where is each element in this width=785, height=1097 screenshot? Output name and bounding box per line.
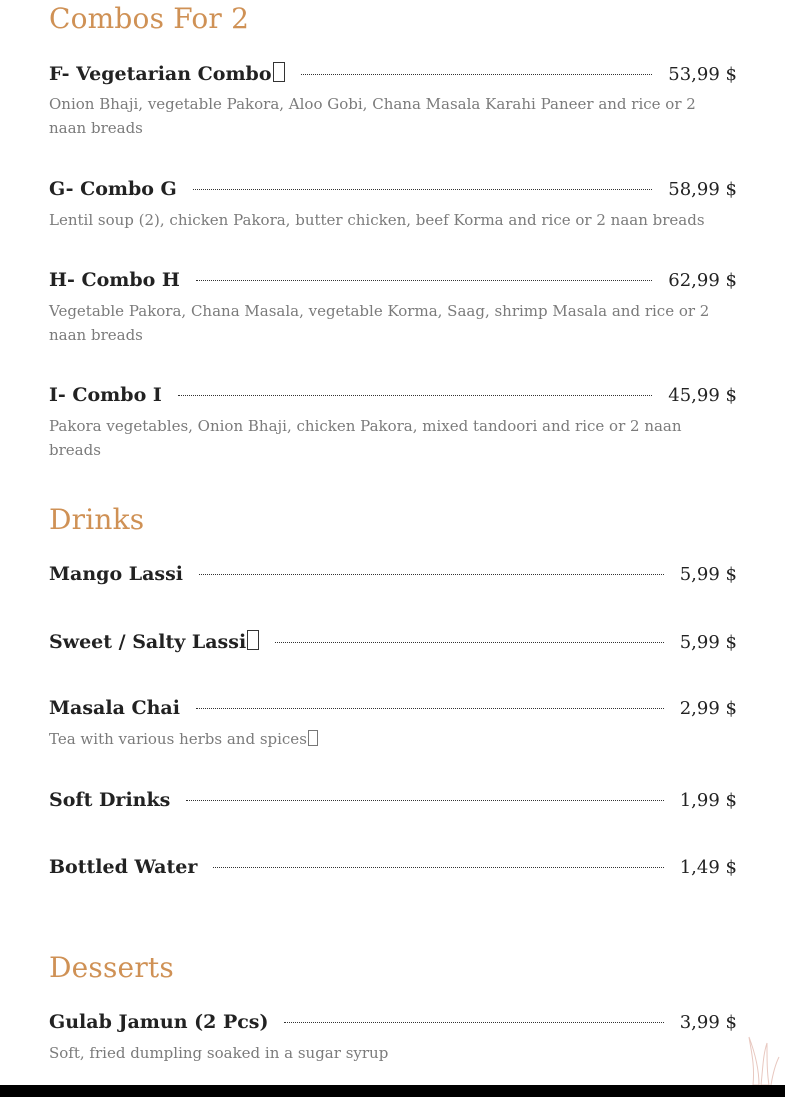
item-price: 2,99 $	[679, 698, 737, 719]
item-description: Vegetable Pakora, Chana Masala, vegetable Korma, Saag, shrimp Masala and rice or 2 naan breads	[49, 302, 710, 344]
menu-item	[49, 697, 737, 751]
item-row	[49, 1011, 737, 1041]
dot-leader	[186, 800, 663, 801]
dot-leader	[196, 708, 664, 709]
item-name: H- Combo H	[49, 269, 180, 291]
missing-glyph-icon	[247, 630, 259, 650]
item-row	[49, 789, 737, 819]
item-name: I- Combo I	[49, 384, 162, 406]
missing-glyph-icon	[308, 730, 318, 746]
item-row	[49, 178, 737, 208]
menu-item	[49, 856, 737, 886]
menu-item	[49, 563, 737, 593]
dot-leader	[178, 395, 653, 396]
item-name: Bottled Water	[49, 856, 198, 878]
item-description: Soft, fried dumpling soaked in a sugar syrup	[49, 1044, 389, 1062]
item-description: Tea with various herbs and spices	[49, 727, 737, 751]
item-row	[49, 563, 737, 593]
menu-item	[49, 789, 737, 819]
section-title-combos: Combos For 2	[49, 2, 250, 35]
bottom-bar	[0, 1085, 785, 1097]
item-description: Onion Bhaji, vegetable Pakora, Aloo Gobi, Chana Masala Karahi Paneer and rice or 2 naan breads	[49, 95, 696, 137]
item-price: 53,99 $	[668, 64, 737, 85]
item-price: 5,99 $	[679, 632, 737, 653]
dot-leader	[196, 280, 652, 281]
item-row	[49, 856, 737, 886]
menu-item	[49, 630, 737, 660]
menu-item	[49, 178, 737, 232]
dot-leader	[199, 574, 664, 575]
item-row	[49, 697, 737, 727]
item-description: Lentil soup (2), chicken Pakora, butter chicken, beef Korma and rice or 2 naan breads	[49, 211, 705, 229]
item-price: 1,49 $	[679, 857, 737, 878]
item-row	[49, 269, 737, 299]
dot-leader	[275, 642, 664, 643]
decorative-brush-icon	[745, 1035, 785, 1085]
menu-item	[49, 62, 737, 140]
dot-leader	[193, 189, 653, 190]
item-name: Masala Chai	[49, 697, 180, 719]
section-title-drinks: Drinks	[49, 503, 145, 536]
missing-glyph-icon	[273, 62, 285, 82]
dot-leader	[301, 74, 653, 75]
item-name: Sweet / Salty Lassi	[49, 630, 259, 653]
item-row	[49, 630, 737, 660]
item-price: 3,99 $	[679, 1012, 737, 1033]
section-title-desserts: Desserts	[49, 951, 174, 984]
item-name: G- Combo G	[49, 178, 177, 200]
item-name: Soft Drinks	[49, 789, 171, 811]
item-price: 5,99 $	[679, 564, 737, 585]
item-price: 45,99 $	[668, 385, 737, 406]
dot-leader	[213, 867, 663, 868]
menu-item	[49, 269, 737, 347]
item-name: Gulab Jamun (2 Pcs)	[49, 1011, 269, 1033]
item-price: 58,99 $	[668, 179, 737, 200]
item-name: Mango Lassi	[49, 563, 184, 585]
item-name: F- Vegetarian Combo	[49, 62, 285, 85]
menu-item	[49, 1011, 737, 1065]
item-row	[49, 384, 737, 414]
item-description: Pakora vegetables, Onion Bhaji, chicken Pakora, mixed tandoori and rice or 2 naan breads	[49, 417, 682, 459]
item-row	[49, 62, 737, 92]
item-price: 62,99 $	[668, 270, 737, 291]
dot-leader	[284, 1022, 663, 1023]
menu-item	[49, 384, 737, 462]
item-price: 1,99 $	[679, 790, 737, 811]
